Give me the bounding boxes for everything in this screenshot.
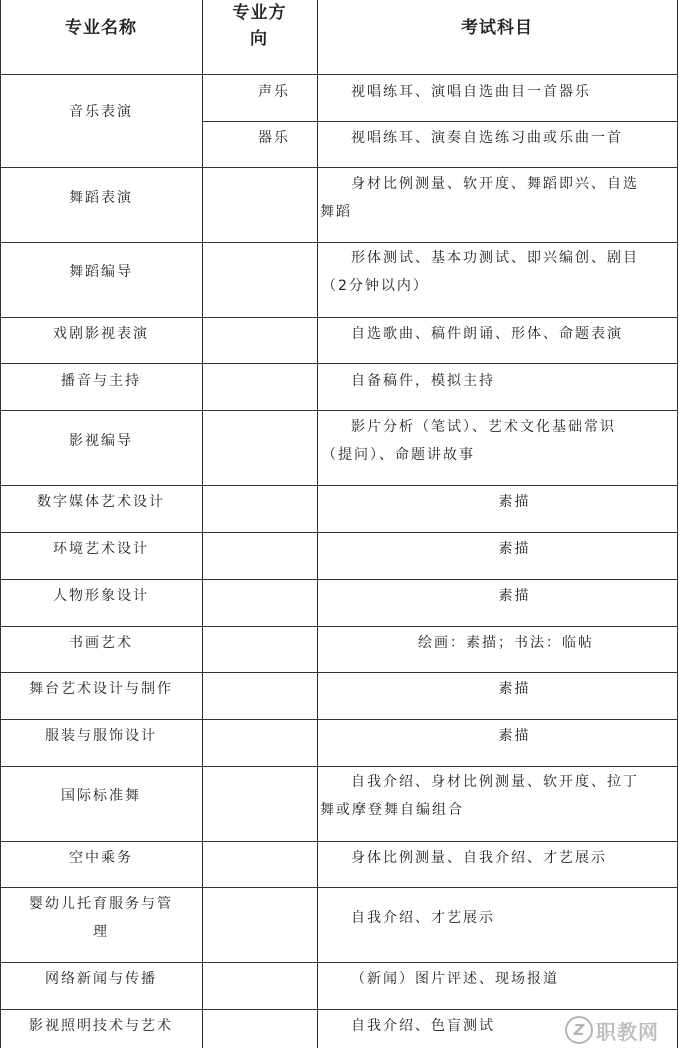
direction-instrumental: 器乐 — [258, 130, 290, 146]
exam-subject: 素描 — [498, 494, 531, 510]
row-divider — [0, 887, 678, 888]
exam-subject-line1: 形体测试、基本功测试、即兴编创、剧目 — [351, 250, 639, 266]
major-name-line1: 婴幼儿托育服务与管 — [29, 896, 173, 912]
column-divider-2 — [317, 0, 318, 1048]
major-name: 服装与服饰设计 — [45, 728, 157, 744]
exam-subject: 自我介绍、色盲测试 — [351, 1018, 495, 1034]
row-divider — [0, 672, 678, 673]
major-name: 数字媒体艺术设计 — [37, 494, 165, 510]
exam-subject-line1: 影片分析（笔试）、艺术文化基础常识 — [351, 419, 616, 435]
major-name: 舞蹈表演 — [69, 190, 133, 206]
row-divider — [0, 1009, 678, 1010]
major-name-line2: 理 — [93, 924, 109, 940]
row-divider — [0, 579, 678, 580]
row-divider — [0, 167, 678, 168]
exam-subject-line2: 舞蹈 — [320, 204, 352, 220]
major-name: 人物形象设计 — [53, 588, 149, 604]
header-direction-line1: 专业方 — [232, 3, 287, 23]
header-direction-line2: 向 — [250, 29, 268, 49]
site-watermark-logo — [565, 1012, 675, 1048]
exam-subject: 素描 — [498, 681, 531, 697]
major-name: 空中乘务 — [69, 850, 133, 866]
row-divider — [0, 74, 678, 75]
row-divider — [0, 410, 678, 411]
exam-subject: 素描 — [498, 728, 531, 744]
header-direction — [202, 0, 317, 52]
row-divider — [0, 485, 678, 486]
row-divider — [0, 626, 678, 627]
major-name: 舞台艺术设计与制作 — [29, 681, 173, 697]
exam-subject: 视唱练耳、演唱自选曲目一首器乐 — [351, 84, 591, 100]
exam-subject-line1: 身材比例测量、软开度、舞蹈即兴、自选 — [351, 176, 639, 192]
header-major-name: 专业名称 — [65, 18, 137, 38]
major-name: 戏剧影视表演 — [53, 326, 149, 342]
exam-subject: 素描 — [498, 541, 531, 557]
row-divider — [0, 532, 678, 533]
row-divider — [0, 841, 678, 842]
watermark-letter: Z — [565, 1016, 593, 1044]
exam-subject: 自我介绍、才艺展示 — [351, 910, 495, 926]
major-name: 舞蹈编导 — [69, 264, 133, 280]
column-divider-1 — [202, 0, 203, 1048]
exam-subject: 自备稿件，模拟主持 — [351, 373, 495, 389]
exam-subject: 自选歌曲、稿件朗诵、形体、命题表演 — [351, 326, 623, 342]
major-name: 音乐表演 — [69, 104, 133, 120]
major-name: 影视照明技术与艺术 — [29, 1018, 173, 1034]
row-divider — [0, 962, 678, 963]
exam-subject-line1: 自我介绍、身材比例测量、软开度、拉丁 — [351, 774, 639, 790]
exam-subject-line2: （提问）、命题讲故事 — [322, 447, 475, 463]
major-name: 播音与主持 — [61, 373, 141, 389]
exam-subject-line2: 舞或摩登舞自编组合 — [320, 802, 464, 818]
row-divider — [0, 719, 678, 720]
table-border-right — [677, 0, 678, 1048]
major-name: 网络新闻与传播 — [45, 971, 157, 987]
exam-subject: 身体比例测量、自我介绍、才艺展示 — [351, 850, 607, 866]
row-divider — [202, 121, 678, 122]
major-name: 书画艺术 — [69, 635, 133, 651]
row-divider — [0, 363, 678, 364]
exam-subject: 绘画：素描；书法：临帖 — [418, 635, 594, 651]
header-exam-subject: 考试科目 — [461, 18, 533, 38]
row-divider — [0, 242, 678, 243]
major-name: 国际标准舞 — [61, 788, 141, 804]
direction-vocal: 声乐 — [258, 84, 290, 100]
exam-subject: （新闻）图片评述、现场报道 — [351, 971, 559, 987]
row-divider — [0, 317, 678, 318]
major-name: 环境艺术设计 — [53, 541, 149, 557]
major-name: 影视编导 — [69, 433, 133, 449]
exam-subject: 视唱练耳、演奏自选练习曲或乐曲一首 — [351, 130, 623, 146]
exam-subject-line2: （2分钟以内） — [322, 278, 429, 294]
exam-subject: 素描 — [498, 588, 531, 604]
watermark-text: 职教网 — [596, 1019, 659, 1044]
row-divider — [0, 766, 678, 767]
